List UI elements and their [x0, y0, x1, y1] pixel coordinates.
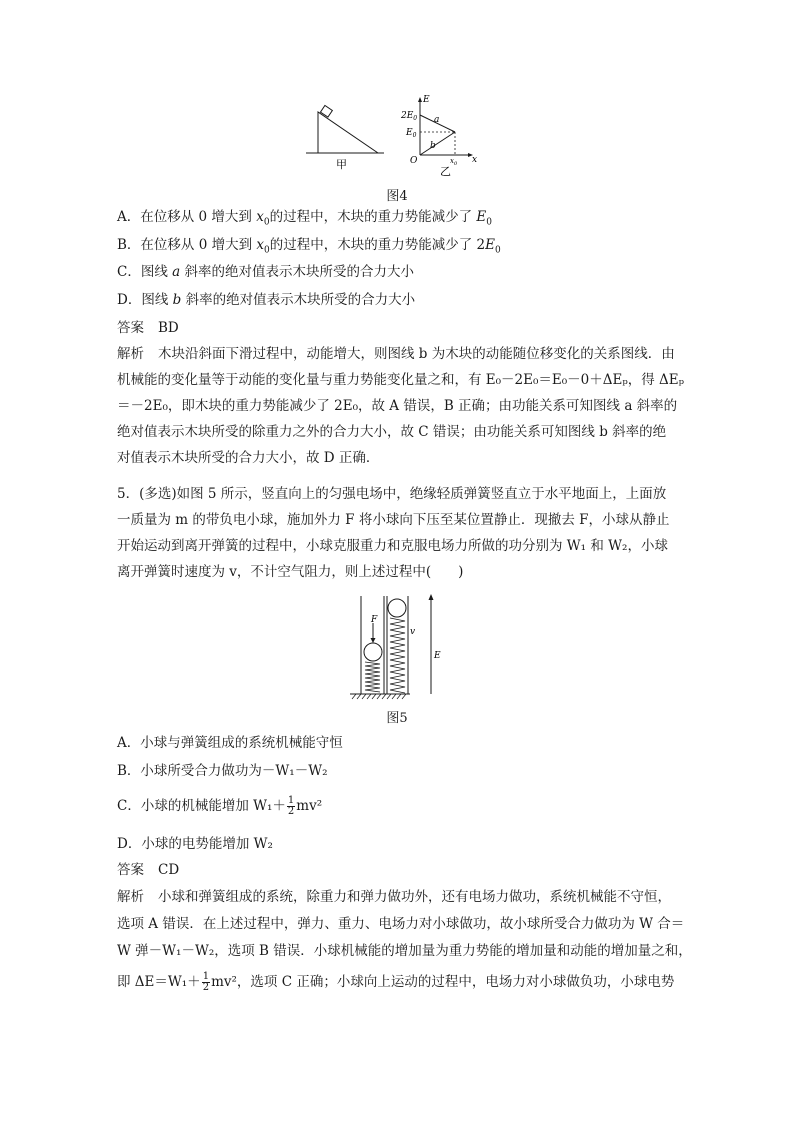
- q5-option-d: D．小球的电势能增加 W₂: [117, 836, 273, 852]
- q4-option-b: B．在位移从 0 增大到 $x_0$的过程中，木块的重力势能减少了 $2E_0$: [117, 237, 501, 256]
- q4-option-a: A．在位移从 0 增大到 $x_0$的过程中，木块的重力势能减少了 $E_0$: [117, 209, 492, 228]
- q4-option-d: D．图线 b 斜率的绝对值表示木块所受的合力大小: [117, 292, 416, 308]
- force-f-label: F: [371, 615, 378, 625]
- right-ball: [388, 599, 406, 617]
- velocity-v-label: v: [410, 627, 416, 637]
- q5-answer: 答案 CD: [117, 862, 180, 878]
- q5-option-a: A．小球与弹簧组成的系统机械能守恒: [117, 735, 343, 751]
- axis-e-label: E: [423, 95, 430, 105]
- fig4-left-label: 甲: [336, 158, 347, 171]
- figure-5-caption: 图5: [386, 711, 408, 726]
- q4-answer: 答案 BD: [117, 320, 179, 336]
- q5-option-b: B．小球所受合力做功为－W₁－W₂: [117, 763, 328, 779]
- field-e-label: E: [434, 651, 441, 661]
- left-spring: [365, 662, 380, 692]
- q5-option-c: C．小球的机械能增加 W₁＋ $\frac{1}{2}$ mv²: [117, 795, 323, 817]
- incline-diagram: [306, 105, 384, 171]
- curve-b: [420, 132, 455, 155]
- energy-graph: [400, 95, 477, 178]
- figure-4: [300, 90, 490, 182]
- origin-label: O: [410, 156, 418, 166]
- tick-2e0: $2E_0$: [401, 111, 418, 122]
- q4-option-c: C．图线 a 斜率的绝对值表示木块所受的合力大小: [117, 264, 414, 280]
- tick-e0: $E_0$: [406, 128, 417, 139]
- figure-5: [345, 588, 445, 703]
- curve-b-label: b: [430, 141, 436, 151]
- left-ball: [364, 643, 382, 661]
- curve-a-label: a: [434, 115, 440, 125]
- q4-analysis: 解析 木块沿斜面下滑过程中，动能增大，则图线 b 为木块的动能随位移变化的关系图线．由 机械能的变化量等于动能的变化量与重力势能变化量之和，有 E₀－2E₀＝E₀－0＋ΔEₚ，得 ΔEₚ ＝－2E₀，即木块的重力势能减少了 2E₀，故 A 错误，B 正确；由功能关系可知图线 a 斜率的 绝对值表示木块所受的除重力之外的合力大小，故 C 错误；由功能关系可知图线 b 斜率的绝 对值表示木块所受的合力大小，故 D 正确．: [117, 346, 685, 466]
- q5-analysis: 解析 小球和弹簧组成的系统，除重力和弹力做功外，还有电场力做功，系统机械能不守恒， 选项 A 错误．在上述过程中，弹力、重力、电场力对小球做功，故小球所受合力做功为 W 合＝ W 弹－W₁－W₂，选项 B 错误．小球机械能的增加量为重力势能的增加量和动能的增加量之和， 即 ΔE＝W₁＋ $\frac{1}{2}$ mv²，选项 C 正确；小球向上运动的过程中，电场力对小球做负功，小球电势: [117, 889, 692, 993]
- axis-x-label: x: [472, 155, 478, 165]
- fig4-right-label: 乙: [440, 165, 451, 178]
- figure-4-caption: 图4: [386, 189, 408, 204]
- q5-stem: 5．(多选)如图 5 所示，竖直向上的匀强电场中，绝缘轻质弹簧竖直立于水平地面上，上面放 一质量为 m 的带负电小球，施加外力 F 将小球向下压至某位置静止．现撤去 F，小球从静止 开始运动到离开弹簧的过程中，小球克服重力和克服电场力所做的功分别为 W₁ 和 W₂，小球 离开弹簧时速度为 v，不计空气阻力，则上述过程中( ): [117, 486, 670, 580]
- tick-x0: $x_0$: [450, 157, 458, 167]
- right-spring: [390, 618, 405, 693]
